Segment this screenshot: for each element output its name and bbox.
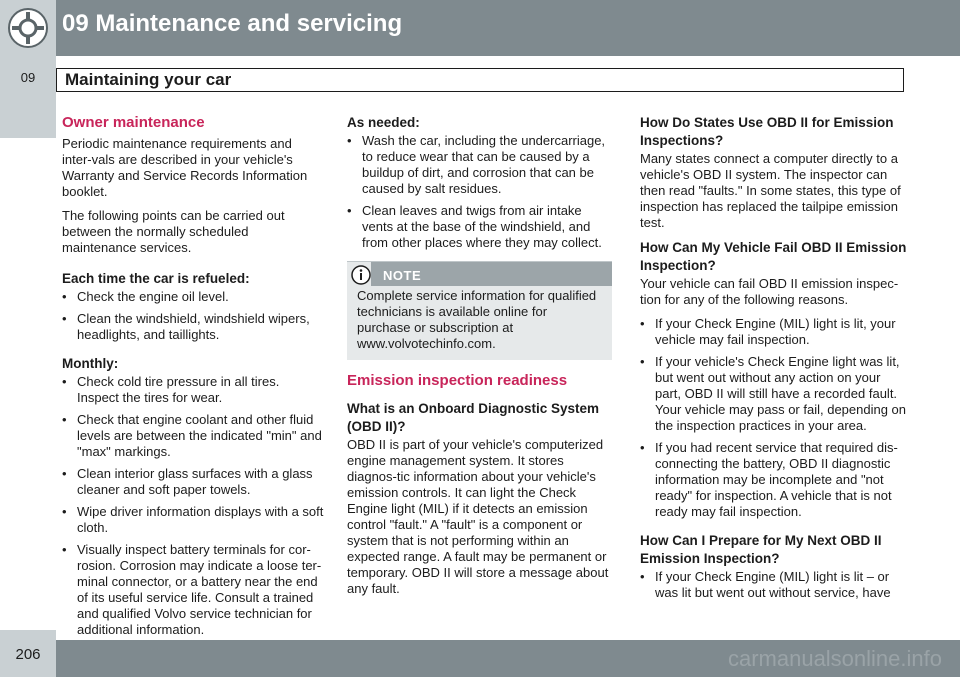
monthly-heading: Monthly: — [62, 356, 119, 371]
note-text: Complete service information for qualified technicians is available online for purchase or subscription at www.volvotechinfo.com. — [357, 288, 597, 351]
chapter-header — [0, 0, 960, 56]
info-circle-icon — [351, 265, 371, 285]
section-title: Maintaining your car — [65, 70, 232, 89]
wrench-gear-icon — [6, 6, 50, 50]
prepare-heading: How Can I Prepare for My Next OBD II Emission Inspection? — [640, 533, 882, 566]
list-item: • Clean leaves and twigs from air intake vents at the base of the windshield, and from other places where they may collect. — [347, 203, 602, 250]
chapter-tab — [0, 56, 56, 138]
list-item: • Visually inspect battery terminals for cor-rosion. Corrosion may indicate a loose ter-minal connector, or a battery near the end of its useful service life. Consult a trained and qualified Volvo service technician for additional information. — [62, 542, 322, 637]
page-number-tab — [0, 630, 56, 677]
owner-maintenance-heading: Owner maintenance — [62, 114, 205, 131]
emission-heading: Emission inspection readiness — [347, 372, 568, 389]
fail-heading: How Can My Vehicle Fail OBD II Emission Inspection? — [640, 240, 907, 273]
section-bar — [56, 68, 904, 92]
paragraph: Many states connect a computer directly to a vehicle's OBD II system. The inspector can then read "faults." In some states, this type of inspection has replaced the tailpipe emission test. — [640, 151, 901, 230]
column-1 — [62, 114, 324, 644]
chapter-title: 09 Maintenance and servicing — [62, 10, 403, 37]
list-item: • Clean interior glass surfaces with a glass cleaner and soft paper towels. — [62, 466, 313, 497]
page-number: 206 — [15, 646, 41, 663]
column-2 — [347, 114, 612, 605]
refuel-heading: Each time the car is refueled: — [62, 271, 250, 286]
list-item: • Check the engine oil level. — [62, 289, 229, 304]
list-item: • Wash the car, including the undercarriage, to reduce wear that can be caused by a buildup of dirt, and corrosion that can be caused by salt residues. — [347, 133, 606, 196]
chapter-tab-label: 09 — [20, 70, 36, 85]
list-item: • Check that engine coolant and other fluid levels are between the indicated "min" and "max" markings. — [62, 412, 322, 459]
list-item: • If your Check Engine (MIL) light is lit – or was lit but went out without service, have — [640, 569, 891, 600]
states-heading: How Do States Use OBD II for Emission Inspections? — [640, 115, 894, 148]
list-item: • Check cold tire pressure in all tires. Inspect the tires for wear. — [62, 374, 280, 405]
as-needed-heading: As needed: — [347, 115, 420, 130]
paragraph: Periodic maintenance requirements and inter-vals are described in your vehicle's Warranty and Service Records Information booklet. — [62, 136, 308, 199]
paragraph: The following points can be carried out between the normally scheduled maintenance services. — [62, 208, 285, 255]
paragraph: OBD II is part of your vehicle's computerized engine management system. It stores diagnos-tic information about your vehicle's emission controls. It can light the Check Engine light (MIL) if it detects an emission control "fault." A "fault" is a component or system that is not performing within an expected range. A fault may be permanent or temporary. OBD II will store a message about any fault. — [347, 437, 609, 596]
obd-heading: What is an Onboard Diagnostic System (OBD II)? — [347, 401, 600, 434]
list-item: • Wipe driver information displays with a soft cloth. — [62, 504, 324, 535]
list-item: • If you had recent service that required dis-connecting the battery, OBD II diagnostic information may be incomplete and "not ready" for inspection. A vehicle that is not ready may fail inspection. — [640, 440, 898, 519]
note-label: NOTE — [377, 267, 427, 285]
note-box — [347, 261, 612, 360]
list-item: • If your Check Engine (MIL) light is lit, your vehicle may fail inspection. — [640, 316, 896, 347]
watermark: carmanualsonline.info — [727, 646, 942, 671]
list-item: • Clean the windshield, windshield wipers, headlights, and taillights. — [62, 311, 310, 342]
paragraph: Your vehicle can fail OBD II emission inspec-tion for any of the following reasons. — [640, 276, 899, 307]
chapter-logo — [0, 0, 56, 56]
list-item: • If your vehicle's Check Engine light was lit, but went out without any action on your part, OBD II will still have a recorded fault. Your vehicle may pass or fail, depending on the inspection practices in your area. — [640, 354, 907, 433]
column-3 — [640, 114, 908, 607]
